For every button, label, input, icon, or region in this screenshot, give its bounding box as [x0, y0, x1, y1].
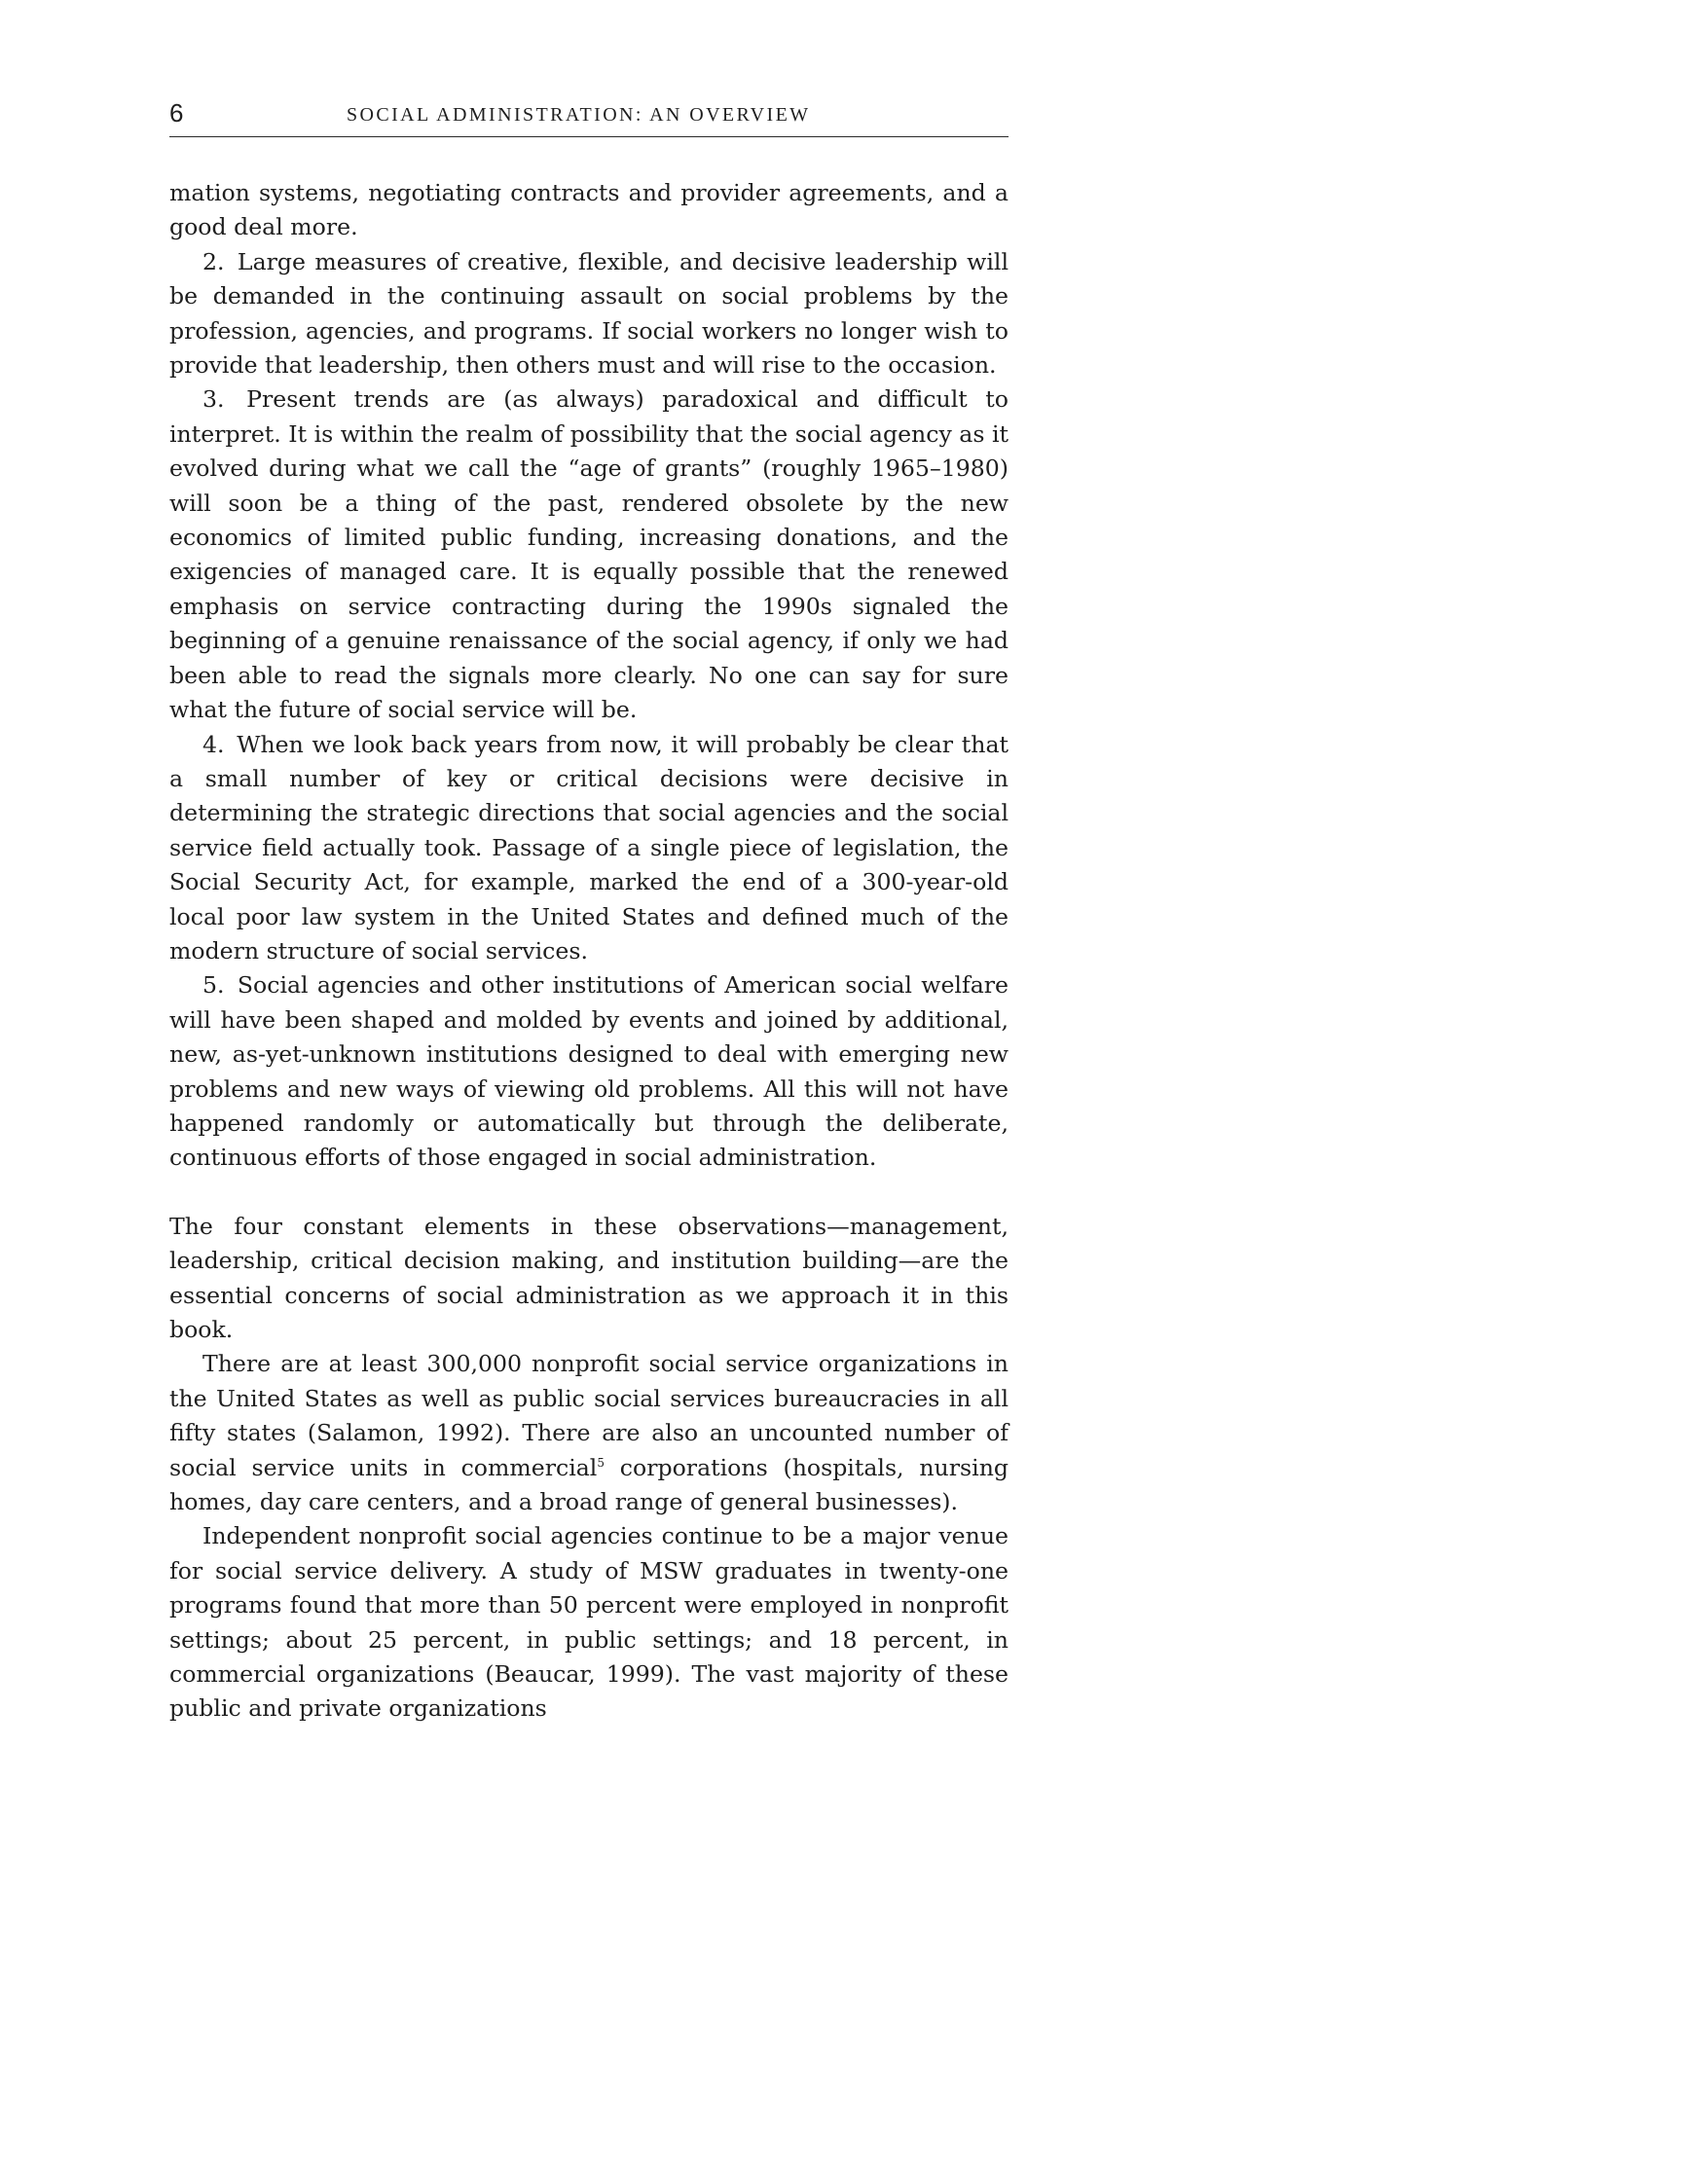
running-header — [169, 97, 1009, 137]
page-number: 6 — [169, 98, 184, 127]
paragraph-text: There are at least 300,000 nonprofit social service organizations in the United States as well as public social services bureaucracies in all fifty states (Salamon, 1992). There are also an uncounted number of social service units in commercial — [169, 1350, 1009, 1481]
organizations-paragraph — [169, 1347, 1009, 1519]
numbered-observation-4 — [169, 728, 1009, 969]
paragraph-text: corporations (hospitals, nursing homes, day care centers, and a broad range of general businesses). — [169, 1453, 1009, 1516]
running-title: SOCIAL ADMINISTRATION: AN OVERVIEW — [347, 104, 811, 126]
numbered-observation-5 — [169, 968, 1009, 1175]
footnote-marker[interactable]: 5 — [597, 1455, 605, 1470]
summary-paragraph — [169, 1210, 1009, 1348]
paragraph-continued — [169, 176, 1009, 245]
list-number: 2. — [202, 247, 225, 275]
body-text — [169, 176, 1009, 1727]
list-number: 5. — [202, 971, 225, 1000]
paragraph-text: The four constant elements in these observations—management, leadership, critical decision making, and institution building—are the essential concerns of social administration as we approach it in this book. — [169, 1212, 1009, 1343]
list-number: 3. — [202, 385, 225, 414]
numbered-observation-2 — [169, 245, 1009, 383]
paragraph-text: Large measures of creative, flexible, and decisive leadership will be demanded in the continuing assault on social problems by the profession, agencies, and programs. If social workers no longer wish to provide that leadership, then others must and will rise to the occasion. — [169, 247, 1009, 380]
paragraph-text: mation systems, negotiating contracts and provider agreements, and a good deal more. — [169, 179, 1009, 241]
nonprofit-paragraph — [169, 1519, 1009, 1726]
paragraph-text: Social agencies and other institutions of American social welfare will have been shaped and molded by events and joined by additional, new, as-yet-unknown institutions designed to deal with emerging new problems and new ways of viewing old problems. All this will not have happened randomly or automatically but through the deliberate, continuous efforts of those engaged in social administration. — [169, 971, 1009, 1172]
list-number: 4. — [202, 730, 225, 758]
book-page — [169, 97, 1009, 1727]
paragraph-text: Independent nonprofit social agencies continue to be a major venue for social service delivery. A study of MSW graduates in twenty-one programs found that more than 50 percent were employed in nonprofit settings; about 25 percent, in public settings; and 18 percent, in commercial organizations (Beaucar, 1999). The vast majority of these public and private organizations — [169, 1522, 1009, 1723]
paragraph-text: Present trends are (as always) paradoxical and difficult to interpret. It is within the realm of possibility that the social agency as it evolved during what we call the “age of grants” (roughly 1965–1980) will soon be a thing of the past, rendered obsolete by the new economics of limited public funding, increasing donations, and the exigencies of managed care. It is equally possible that the renewed emphasis on service contracting during the 1990s signaled the beginning of a genuine renaissance of the social agency, if only we had been able to read the signals more clearly. No one can say for sure what the future of social service will be. — [169, 385, 1009, 724]
paragraph-text: When we look back years from now, it will probably be clear that a small number of key or critical decisions were decisive in determining the strategic directions that social agencies and the social service field actually took. Passage of a single piece of legislation, the Social Security Act, for example, marked the end of a 300-year-old local poor law system in the United States and defined much of the modern structure of social services. — [169, 730, 1009, 965]
numbered-observation-3 — [169, 382, 1009, 727]
